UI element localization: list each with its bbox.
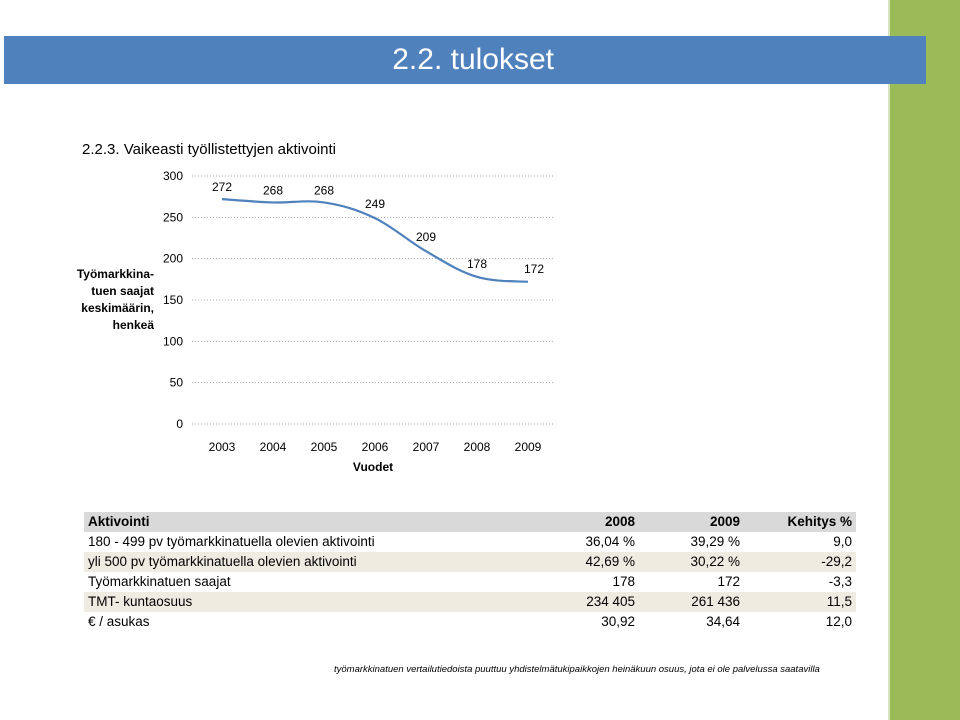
line-chart: [0, 160, 600, 490]
value-kehitys: -29,2: [821, 554, 852, 569]
value-kehitys: -3,3: [828, 574, 852, 589]
table-row: [84, 572, 856, 592]
table-header-row: [84, 512, 856, 532]
data-label: 249: [364, 197, 386, 212]
x-tick-label: 2007: [412, 440, 440, 454]
value-2009: 261 436: [691, 594, 740, 609]
row-label: TMT- kuntaosuus: [88, 594, 193, 609]
value-2009: 172: [717, 574, 740, 589]
value-2009: 34,64: [706, 614, 740, 629]
x-tick-label: 2003: [208, 440, 236, 454]
x-axis-label: Vuodet: [352, 460, 394, 474]
data-labels: [212, 180, 544, 276]
x-tick-label: 2004: [259, 440, 287, 454]
data-label: 178: [466, 256, 488, 271]
y-tick-label: 50: [169, 375, 183, 390]
y-tick-label: 0: [176, 417, 183, 431]
row-label: 180 - 499 pv työmarkkinatuella olevien aktivointi: [88, 534, 375, 549]
value-2008: 36,04 %: [585, 534, 635, 549]
y-axis-label-line: keskimäärin,: [81, 301, 154, 315]
x-tick-label: 2005: [310, 440, 338, 454]
row-label: Työmarkkinatuen saajat: [88, 574, 231, 589]
x-tick-label: 2006: [361, 440, 389, 454]
value-2008: 42,69 %: [585, 554, 635, 569]
y-axis-label-line: tuen saajat: [91, 284, 154, 298]
y-tick-label: 150: [162, 293, 183, 307]
x-tick-label: 2009: [514, 440, 542, 454]
slide-subtitle: 2.2.3. Vaikeasti työllistettyjen aktivointi: [82, 141, 337, 158]
value-kehitys: 11,5: [826, 594, 852, 609]
data-label: 268: [313, 183, 335, 198]
table-row: [84, 612, 856, 632]
data-label: 172: [523, 261, 545, 276]
chart-grid: [192, 176, 553, 424]
value-2008: 30,92: [601, 614, 635, 629]
data-label: 209: [415, 230, 437, 245]
table-row: [84, 592, 856, 612]
y-tick-label: 300: [162, 169, 183, 183]
header-aktivointi: Aktivointi: [88, 514, 150, 529]
y-axis-label-line: Työmarkkina-: [76, 267, 154, 281]
data-label: 272: [211, 180, 233, 195]
y-tick-label: 250: [162, 210, 183, 225]
header-kehitys: Kehitys %: [787, 514, 852, 529]
table-row: [84, 552, 856, 572]
slide-title: 2.2. tulokset: [392, 43, 554, 76]
y-tick-label: 100: [162, 334, 183, 349]
data-label: 268: [262, 183, 284, 198]
title-bar: [4, 36, 926, 84]
header-2009: 2009: [709, 514, 740, 529]
header-2008: 2008: [604, 514, 635, 529]
x-tick-label: 2008: [463, 440, 491, 454]
row-label: yli 500 pv työmarkkinatuella olevien aktivointi: [88, 554, 357, 569]
row-label: € / asukas: [88, 614, 150, 629]
y-axis-label: [77, 267, 154, 332]
value-kehitys: 9,0: [833, 534, 852, 549]
footnote: työmarkkinatuen vertailutiedoista puuttuu yhdistelmätukipaikkojen heinäkuun osuus, jota ei ole palvelussa saatavilla: [334, 664, 820, 675]
x-tick-labels: [209, 440, 542, 454]
value-2008: 178: [612, 574, 635, 589]
value-2008: 234 405: [586, 594, 635, 609]
y-tick-label: 200: [162, 251, 183, 266]
value-kehitys: 12,0: [825, 614, 852, 629]
value-2009: 39,29 %: [690, 534, 740, 549]
activation-table: [84, 512, 856, 632]
value-2009: 30,22 %: [690, 554, 740, 569]
y-tick-labels: [163, 169, 183, 431]
y-axis-label-line: henkeä: [112, 318, 154, 332]
side-accent-bar: [890, 0, 960, 720]
table-row: [84, 532, 856, 552]
